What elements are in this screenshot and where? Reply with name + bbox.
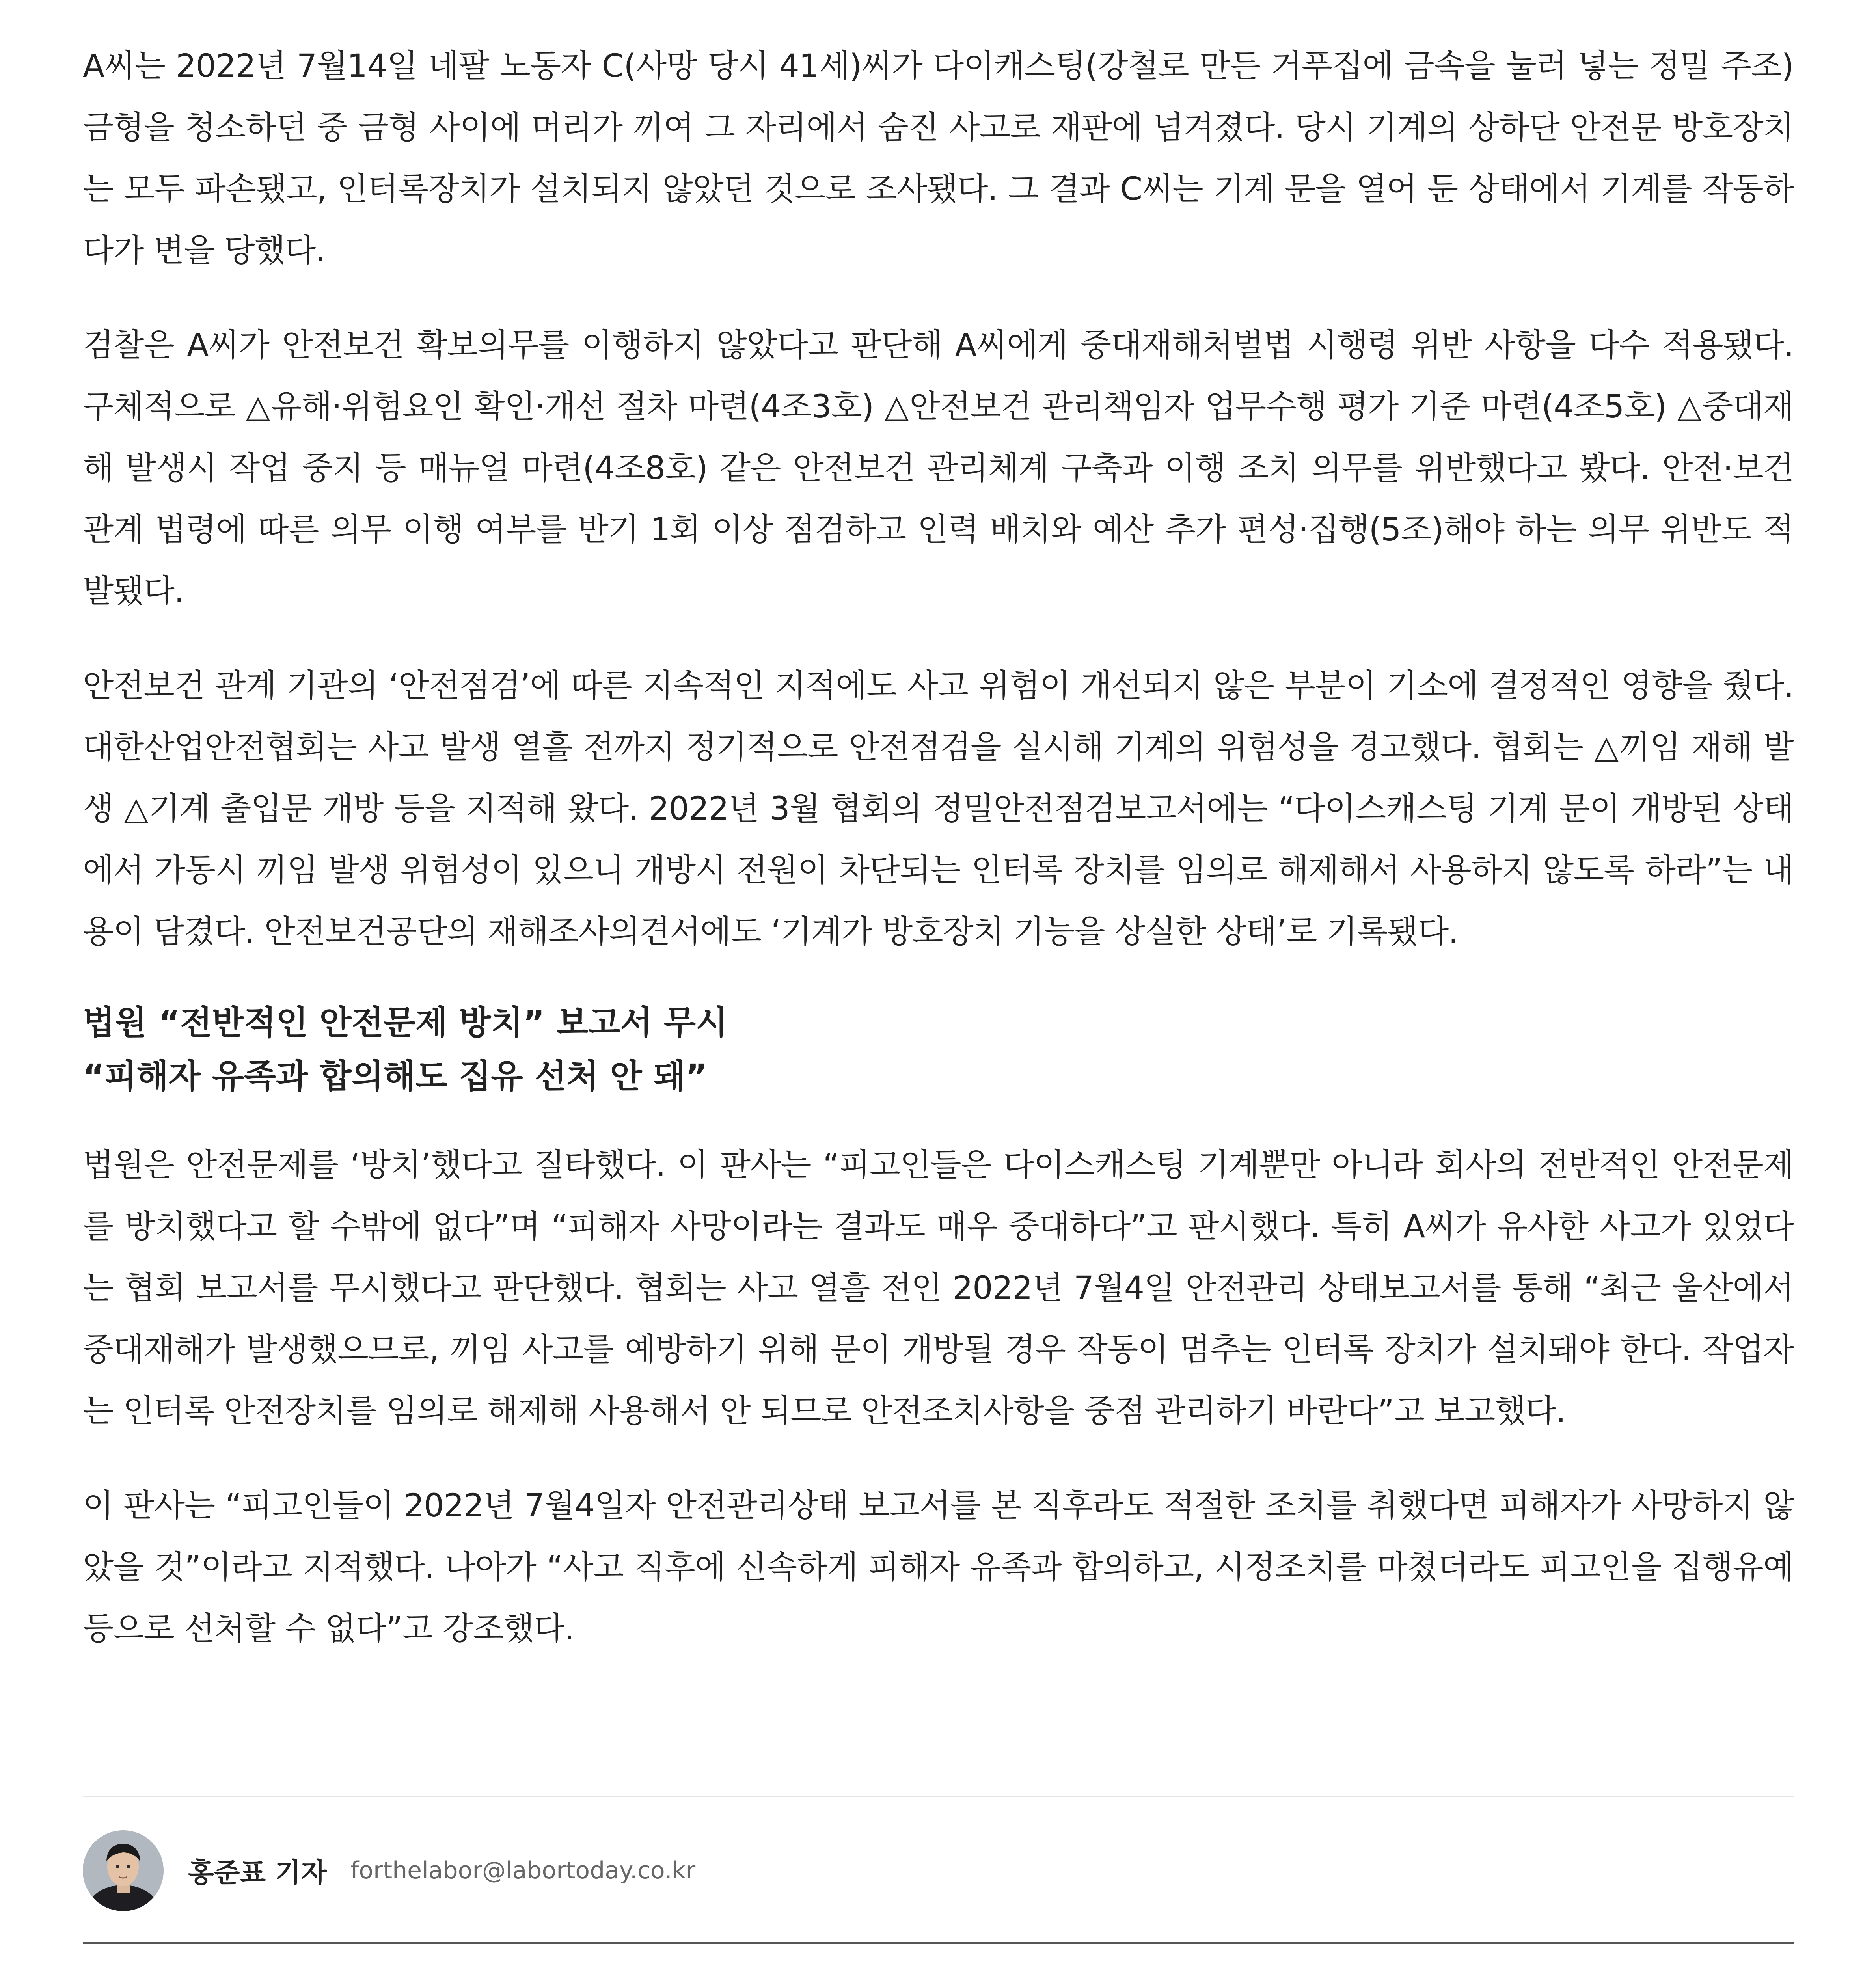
avatar[interactable]: [83, 1830, 164, 1911]
subheading-line: 법원 “전반적인 안전문제 방치” 보고서 무시: [83, 1003, 728, 1042]
article-subheading: [83, 996, 1794, 1103]
article-paragraph: 법원은 안전문제를 ‘방치’했다고 질타했다. 이 판사는 “피고인들은 다이스캐스팅 기계뿐만 아니라 회사의 전반적인 안전문제를 방치했다고 할 수밖에 없다”며 “피해자 사망이라는 결과도 매우 중대하다”고 판시했다. 특히 A씨가 유사한 사고가 있었다는 협회 보고서를 무시했다고 판단했다. 협회는 사고 열흘 전인 2022년 7월4일 안전관리 상태보고서를 통해 “최근 울산에서 중대재해가 발생했으므로, 끼임 사고를 예방하기 위해 문이 개방될 경우 작동이 멈추는 인터록 장치가 설치돼야 한다. 작업자는 인터록 안전장치를 임의로 해제해 사용해서 안 되므로 안전조치사항을 중점 관리하기 바란다”고 보고했다.: [83, 1147, 1794, 1430]
reporter-email-link[interactable]: forthelabor@labortoday.co.kr: [350, 1857, 696, 1884]
reporter-byline: [83, 1829, 695, 1912]
subheading-line: “피해자 유족과 합의해도 집유 선처 안 돼”: [83, 1057, 708, 1095]
reporter-name[interactable]: 홍준표 기자: [188, 1857, 327, 1889]
article-paragraph: 검찰은 A씨가 안전보건 확보의무를 이행하지 않았다고 판단해 A씨에게 중대재해처벌법 시행령 위반 사항을 다수 적용됐다. 구체적으로 △유해·위험요인 확인·개선 절차 마련(4조3호) △안전보건 관리책임자 업무수행 평가 기준 마련(4조5호) △중대재해 발생시 작업 중지 등 매뉴얼 마련(4조8호) 같은 안전보건 관리체계 구축과 이행 조치 의무를 위반했다고 봤다. 안전·보건 관계 법령에 따른 의무 이행 여부를 반기 1회 이상 점검하고 인력 배치와 예산 추가 편성·집행(5조)해야 하는 의무 위반도 적발됐다.: [83, 327, 1794, 610]
footer-divider: [83, 1942, 1794, 1944]
article-paragraph: 이 판사는 “피고인들이 2022년 7월4일자 안전관리상태 보고서를 본 직후라도 적절한 조치를 취했다면 피해자가 사망하지 않았을 것”이라고 지적했다. 나아가 “사고 직후에 신속하게 피해자 유족과 합의하고, 시정조치를 마쳤더라도 피고인을 집행유예 등으로 선처할 수 없다”고 강조했다.: [83, 1487, 1794, 1647]
byline-divider: [83, 1796, 1794, 1797]
reporter-photo-icon: [83, 1830, 164, 1911]
article-body: [83, 35, 1794, 1693]
article-paragraph: A씨는 2022년 7월14일 네팔 노동자 C(사망 당시 41세)씨가 다이캐스팅(강철로 만든 거푸집에 금속을 눌러 넣는 정밀 주조) 금형을 청소하던 중 금형 사이에 머리가 끼여 그 자리에서 숨진 사고로 재판에 넘겨졌다. 당시 기계의 상하단 안전문 방호장치는 모두 파손됐고, 인터록장치가 설치되지 않았던 것으로 조사됐다. 그 결과 C씨는 기계 문을 열어 둔 상태에서 기계를 작동하다가 변을 당했다.: [83, 48, 1794, 269]
article-paragraph: 안전보건 관계 기관의 ‘안전점검’에 따른 지속적인 지적에도 사고 위험이 개선되지 않은 부분이 기소에 결정적인 영향을 줬다. 대한산업안전협회는 사고 발생 열흘 전까지 정기적으로 안전점검을 실시해 기계의 위험성을 경고했다. 협회는 △끼임 재해 발생 △기계 출입문 개방 등을 지적해 왔다. 2022년 3월 협회의 정밀안전점검보고서에는 “다이스캐스팅 기계 문이 개방된 상태에서 가동시 끼임 발생 위험성이 있으니 개방시 전원이 차단되는 인터록 장치를 임의로 해제해서 사용하지 않도록 하라”는 내용이 담겼다. 안전보건공단의 재해조사의견서에도 ‘기계가 방호장치 기능을 상실한 상태’로 기록됐다.: [83, 667, 1794, 950]
